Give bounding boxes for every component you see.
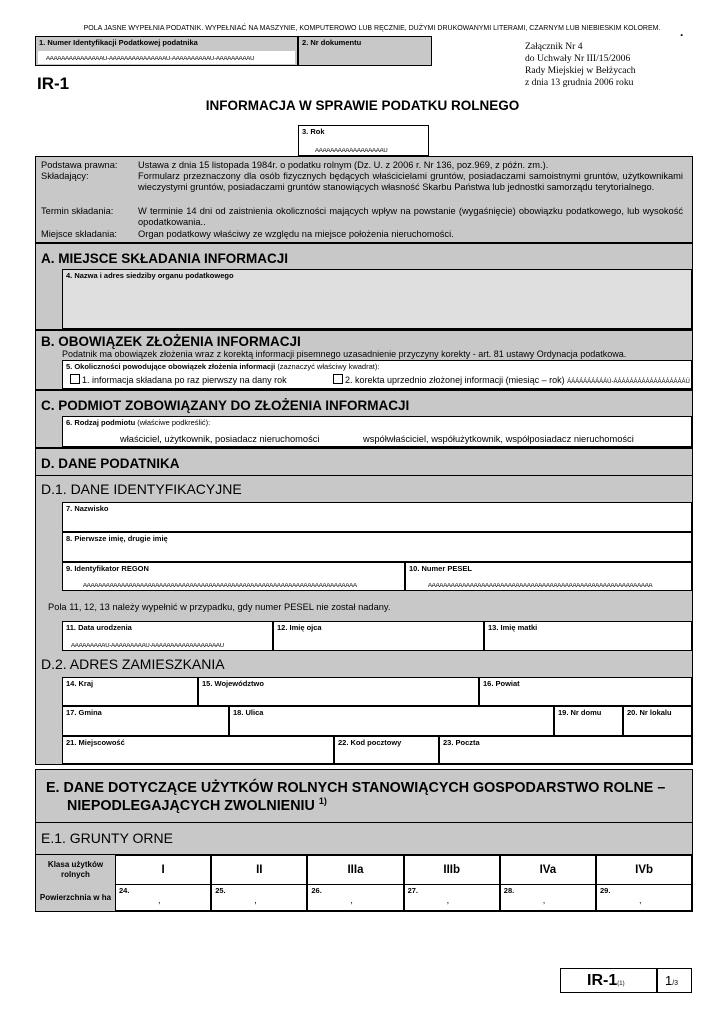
area-field-label: 29.	[600, 886, 611, 895]
section-e-title-text: NIEPODLEGAJĄCYCH ZWOLNIENIU	[67, 797, 315, 814]
option-first-time[interactable]	[70, 374, 287, 385]
apartment-number-label: 20. Nr lokalu	[627, 708, 672, 717]
place-label: Miejsce składania:	[41, 229, 117, 239]
entity-type-label	[66, 418, 210, 427]
d1-title: D.1. DANE IDENTYFIKACYJNE	[41, 481, 242, 497]
e1-divider	[36, 822, 692, 823]
country-field[interactable]	[62, 677, 198, 706]
pesel-field[interactable]	[405, 562, 692, 591]
postal-code-field[interactable]	[334, 736, 439, 764]
birth-date-label: 11. Data urodzenia	[66, 623, 132, 632]
commune-label: 17. Gmina	[66, 708, 102, 717]
e1-title: E.1. GRUNTY ORNE	[41, 830, 173, 846]
filers-label: Składający:	[41, 171, 89, 181]
deadline-text: W terminie 14 dni od zaistnienia okoliczności mających wpływ na powstanie (wygaśnięcie) obowiązku podatkowego, lub wysokość opodatkowania..	[138, 206, 683, 228]
voivodeship-label: 15. Województwo	[202, 679, 264, 688]
area-field-label: 25.	[215, 886, 226, 895]
area-field-25[interactable]	[211, 885, 307, 911]
area-field-24[interactable]	[115, 885, 211, 911]
decimal-separator: ,	[350, 895, 353, 905]
obligation-label	[66, 362, 379, 371]
decimal-separator: ,	[254, 895, 257, 905]
regon-label: 9. Identyfikator REGON	[66, 564, 149, 573]
nip-box	[35, 36, 298, 66]
county-label: 16. Powiat	[483, 679, 520, 688]
voivodeship-field[interactable]	[198, 677, 479, 706]
class-column-iiib: IIIb	[404, 855, 500, 885]
nip-placeholder: ÁÁÁÁÁÁÁÁÁÁÁÁÁÁÁÚ-ÁÁÁÁÁÁÁÁÁÁÁÁÁÁÁÚ-ÁÁÁÁÁÁÁÁÁÁÚ-ÁÁÁÁÁÁÁÁÁÚ	[46, 56, 255, 62]
year-label: 3. Rok	[302, 127, 325, 136]
checkbox-correction[interactable]	[333, 374, 343, 384]
area-row-label: Powierzchnia w ha	[39, 893, 112, 902]
apartment-number-field[interactable]	[623, 706, 692, 736]
mother-name-field[interactable]	[484, 621, 692, 651]
form-code: IR-1	[37, 74, 70, 93]
annex-line-3: Rady Miejskiej w Bełżycach	[525, 65, 636, 76]
locality-field[interactable]	[62, 736, 334, 764]
basis-text: Ustawa z dnia 15 listopada 1984r. o podatku rolnym (Dz. U. z 2006 r. Nr 136, poz.969, z późn. zm.).	[138, 160, 549, 170]
entity-type-owner[interactable]: właściciel, użytkownik, posiadacz nieruchomości	[120, 434, 320, 444]
first-names-label: 8. Pierwsze imię, drugie imię	[66, 534, 168, 543]
filers-text: Formularz przeznaczony dla osób fizycznych będących właścicielami gruntów, posiadaczami samoistnymi gruntów, użytkownikami wieczystymi gruntów, posiadaczami gruntów stanowiących własność Skarbu Państwa lub jednostki samorządu terytorialnego.	[138, 171, 683, 193]
option-correction[interactable]	[333, 374, 690, 385]
area-field-28[interactable]	[500, 885, 596, 911]
option-correction-label: 2. korekta uprzednio złożonej informacji (miesiąc – rok)	[345, 375, 565, 385]
correction-date-placeholder[interactable]: ÁÁÁÁÁÁÁÁÁÁÚ-ÁÁÁÁÁÁÁÁÁÁÁÁÁÁÁÁÁÁÚ	[567, 379, 690, 385]
section-c-title: C. PODMIOT ZOBOWIĄZANY DO ZŁOŻENIA INFORMACJI	[41, 398, 410, 413]
annex-line-1: Załącznik Nr 4	[525, 41, 583, 52]
basis-label: Podstawa prawna:	[41, 160, 118, 170]
section-c	[35, 390, 693, 448]
footer-form-version: (1)	[617, 981, 625, 987]
area-field-label: 27.	[407, 886, 419, 895]
mother-name-label: 13. Imię matki	[488, 623, 538, 632]
deadline-label: Termin składania:	[41, 206, 114, 216]
post-office-field[interactable]	[439, 736, 692, 764]
house-number-label: 19. Nr domu	[558, 708, 602, 717]
page-total: /3	[672, 980, 679, 987]
footer-page-box	[657, 968, 692, 993]
post-office-label: 23. Poczta	[443, 738, 480, 747]
house-number-field[interactable]	[554, 706, 623, 736]
tax-office-label: 4. Nazwa i adres siedziby organu podatkowego	[66, 271, 234, 280]
section-e-title-line2	[67, 796, 327, 814]
father-name-label: 12. Imię ojca	[277, 623, 322, 632]
d2-title: D.2. ADRES ZAMIESZKANIA	[41, 656, 225, 672]
d1-divider	[36, 475, 692, 476]
section-b	[35, 330, 693, 390]
entity-type-label-main: 6. Rodzaj podmiotu	[66, 418, 136, 427]
first-names-field[interactable]	[62, 532, 692, 562]
decimal-separator: ,	[158, 895, 161, 905]
option-first-time-label: 1. informacja składana po raz pierwszy na dany rok	[82, 375, 287, 385]
section-d	[35, 448, 693, 765]
commune-field[interactable]	[62, 706, 229, 736]
obligation-field	[62, 360, 692, 389]
section-a	[35, 243, 693, 330]
entity-type-label-hint: (właściwe podkreślić):	[137, 418, 211, 427]
tax-office-field[interactable]	[62, 269, 692, 329]
section-e	[35, 769, 693, 912]
postal-code-label: 22. Kod pocztowy	[338, 738, 402, 747]
area-field-27[interactable]	[404, 885, 500, 911]
area-field-label: 26.	[311, 886, 322, 895]
obligation-label-hint: (zaznaczyć właściwy kwadrat):	[277, 362, 380, 371]
page-number: 1	[665, 973, 673, 988]
area-field-29[interactable]	[596, 885, 692, 911]
pesel-note: Pola 11, 12, 13 należy wypełnić w przypadku, gdy numer PESEL nie został nadany.	[48, 602, 391, 612]
annex-line-2: do Uchwały Nr III/15/2006	[525, 53, 631, 64]
corner-mark: .	[680, 25, 684, 39]
fill-instruction: POLA JASNE WYPEŁNIA PODATNIK. WYPEŁNIAĆ NA MASZYNIE, KOMPUTEROWO LUB RĘCZNIE, DUŻYMI DRUKOWANYMI LITERAMI, CZARNYM LUB NIEBIESKIM KOLOREM.	[83, 25, 661, 32]
regon-field[interactable]	[62, 562, 405, 591]
area-field-label: 28.	[503, 886, 515, 895]
surname-label: 7. Nazwisko	[66, 504, 109, 513]
pesel-label: 10. Numer PESEL	[409, 564, 472, 573]
decimal-separator: ,	[446, 895, 450, 905]
checkbox-first-time[interactable]	[70, 374, 80, 384]
birth-date-placeholder: ÁÁÁÁÁÁÁÁÁÚ-ÁÁÁÁÁÁÁÁÁÚ-ÁÁÁÁÁÁÁÁÁÁÁÁÁÁÁÁÁÁÚ	[71, 643, 224, 649]
class-column-iiia: IIIa	[307, 855, 403, 885]
area-field-label: 24.	[119, 886, 130, 895]
legal-info-block	[35, 156, 693, 243]
year-placeholder: ÁÁÁÁÁÁÁÁÁÁÁÁÁÁÁÁÁÁÚ	[315, 148, 388, 154]
year-field[interactable]	[298, 125, 429, 156]
page-indicator	[665, 972, 678, 990]
annex-info	[525, 41, 636, 89]
section-e-footnote-ref: 1)	[318, 796, 327, 806]
regon-placeholder: ÁÁÁÁÁÁÁÁÁÁÁÁÁÁÁÁÁÁÁÁÁÁÁÁÁÁÁÁÁÁÁÁÁÁÁÁÁÁÁÁÁÁÁÁÁÁÁÁÁÁÁÁÁÁÁÁÁÁÁÁÁÁÁÁÁÁÁÁÁÁÁÁ	[83, 583, 357, 589]
doc-number-label: 2. Nr dokumentu	[302, 38, 362, 47]
county-field[interactable]	[479, 677, 692, 706]
nip-label: 1. Numer Identyfikacji Podatkowej podatnika	[39, 38, 198, 47]
entity-type-field	[62, 416, 692, 447]
class-column-iva: IVa	[500, 855, 596, 885]
class-column-ii: II	[211, 855, 307, 885]
class-row-label: Klasa użytków rolnych	[47, 860, 104, 879]
footer-form-code	[587, 972, 625, 990]
pesel-placeholder: ÁÁÁÁÁÁÁÁÁÁÁÁÁÁÁÁÁÁÁÁÁÁÁÁÁÁÁÁÁÁÁÁÁÁÁÁÁÁÁÁÁÁÁÁÁÁÁÁÁÁÁÁÁÁÁÁÁÁÁ	[428, 583, 653, 589]
section-d-title: D. DANE PODATNIKA	[41, 456, 180, 471]
footer-form-code-box	[560, 968, 657, 993]
street-field[interactable]	[229, 706, 554, 736]
doc-number-box	[298, 36, 432, 66]
street-label: 18. Ulica	[233, 708, 264, 717]
birth-date-field[interactable]	[62, 621, 273, 651]
decimal-separator: ,	[639, 895, 642, 905]
country-label: 14. Kraj	[66, 679, 94, 688]
class-column-i: I	[115, 855, 211, 885]
obligation-label-main: 5. Okoliczności powodujące obowiązek złożenia informacji	[66, 362, 276, 371]
entity-type-co-owner[interactable]: współwłaściciel, współużytkownik, współposiadacz nieruchomości	[363, 434, 634, 444]
section-a-title: A. MIEJSCE SKŁADANIA INFORMACJI	[41, 251, 289, 266]
section-b-title: B. OBOWIĄZEK ZŁOŻENIA INFORMACJI	[41, 334, 301, 349]
nip-input-area[interactable]	[38, 51, 295, 64]
class-column-ivb: IVb	[596, 855, 692, 885]
section-b-note: Podatnik ma obowiązek złożenia wraz z korektą informacji pisemnego uzasadnienie przyczyny korekty - art. 81 ustawy Ordynacja podatkowa.	[62, 349, 627, 359]
father-name-field[interactable]	[273, 621, 484, 651]
area-field-26[interactable]	[307, 885, 403, 911]
section-e-title-line1: E. DANE DOTYCZĄCE UŻYTKÓW ROLNYCH STANOWIĄCYCH GOSPODARSTWO ROLNE –	[46, 780, 666, 796]
page-title: INFORMACJA W SPRAWIE PODATKU ROLNEGO	[205, 98, 520, 113]
annex-line-4: z dnia 13 grudnia 2006 roku	[525, 77, 634, 88]
footer-form-code-text: IR-1	[587, 972, 618, 989]
surname-field[interactable]	[62, 502, 692, 532]
decimal-separator: ,	[542, 895, 546, 905]
locality-label: 21. Miejscowość	[66, 738, 125, 747]
place-text: Organ podatkowy właściwy ze względu na miejsce położenia nieruchomości.	[138, 229, 454, 239]
